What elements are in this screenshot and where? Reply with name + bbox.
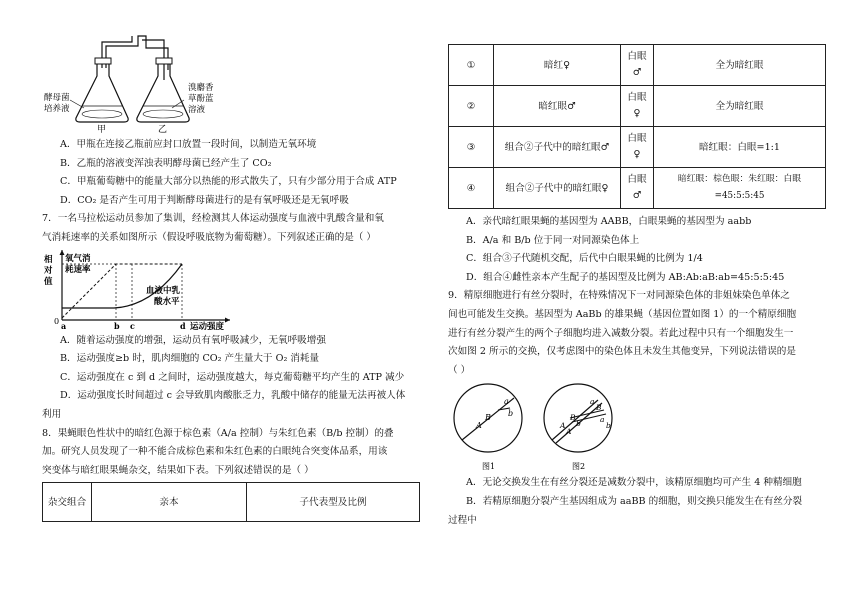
chromosome-diagram [448, 380, 648, 472]
btb-label-3: 溶液 [188, 105, 206, 115]
q9-stem-line-2: 间也可能发生交换。基因型为 AaBb 的雄果蝇（基因位置如图 1）的一个精原细胞 [448, 308, 797, 320]
q9-stem-line-3: 进行有丝分裂产生的两个子细胞均进入减数分裂。若此过程中只有一个细胞发生一 [448, 327, 794, 339]
row-parent-2: 白眼♂ [621, 168, 654, 209]
q7-stem-line-1: 7．一名马拉松运动员参加了集训，经检测其人体运动强度与血液中乳酸含量和氧 [42, 213, 384, 225]
q8-stem-line-3: 突变体与暗红眼果蝇杂交，结果如下表。下列叙述错误的是（ ） [42, 464, 314, 476]
q7-options [42, 332, 422, 425]
row-id: ④ [449, 168, 494, 209]
btb-label-1: 溴麝香 [188, 83, 214, 93]
row-id: ① [449, 45, 494, 86]
fig1-gene-A: A [476, 421, 482, 431]
row-result: 暗红眼：白眼=1:1 [654, 127, 826, 168]
y-label-3: 值 [44, 276, 53, 287]
q9-stem-line-4: 次如图 2 所示的交换，仅考虑图中的染色体且未发生其他变异，下列说法错误的是 [448, 346, 796, 358]
row-parent-2: 白眼♀ [621, 127, 654, 168]
q7-graph [42, 248, 422, 330]
yeast-culture-label-1: 酵母菌 [44, 93, 70, 103]
left-column [42, 30, 422, 522]
q8-stem-line-1: 8．果蝇眼色性状中的暗红色源于棕色素（A/a 控制）与朱红色素（B/b 控制）的叠 [42, 427, 394, 439]
q9-option-b-cont: 过程中 [448, 514, 477, 526]
row-id: ③ [449, 127, 494, 168]
x-axis-label: 运动强度 [190, 321, 225, 330]
header-parents: 亲本 [92, 483, 247, 522]
q7-option-a: A．随着运动强度的增强，运动员有氧呼吸减少，无氧呼吸增强 [60, 334, 326, 346]
y-label-2: 对 [44, 265, 53, 276]
y-label-1: 相 [44, 254, 53, 265]
row-id: ② [449, 86, 494, 127]
q6-option-b: B．乙瓶的溶液变浑浊表明酵母菌已经产生了 CO₂ [60, 157, 272, 169]
q9-option-a: A．无论交换发生在有丝分裂还是减数分裂中，该精原细胞均可产生 4 种精细胞 [466, 477, 802, 489]
fig1-gene-b: b [508, 409, 514, 419]
fig1-caption: 图1 [482, 462, 496, 472]
row-parent-1: 暗红♀ [494, 45, 621, 86]
q9-option-b: B．若精原细胞分裂产生基因组成为 aaBB 的细胞，则交换只能发生在有丝分裂 [466, 495, 803, 507]
q8-options [448, 213, 828, 287]
fig2-gene-B2: B [596, 403, 602, 413]
q8-option-b: B．A/a 和 B/b 位于同一对同源染色体上 [466, 234, 640, 246]
q6-option-c: C．甲瓶葡萄糖中的能量大部分以热能的形式散失了，只有少部分用于合成 ATP [60, 176, 397, 188]
q9-stem-line-1: 9．精原细胞进行有丝分裂时，在特殊情况下一对同源染色体的非姐妹染色单体之 [448, 290, 790, 302]
lactate-series-label-1: 血液中乳 [146, 285, 181, 296]
row-parent-1: 组合②子代中的暗红眼♂ [494, 127, 621, 168]
lactate-series-label-2: 酸水平 [154, 296, 180, 307]
yeast-culture-label-2: 培养液 [44, 104, 70, 114]
table-row [449, 86, 826, 127]
table-row [449, 127, 826, 168]
q8-table-header [42, 482, 420, 522]
x-tick-c: c [130, 320, 135, 330]
q8-option-c: C．组合③子代随机交配，后代中白眼果蝇的比例为 1/4 [466, 253, 703, 265]
q8-option-d: D．组合④雌性亲本产生配子的基因型及比例为 AB:Ab:aB:ab=45:5:5:45 [466, 271, 785, 283]
fig1-gene-a: a [504, 397, 509, 407]
exercise-intensity-graph [42, 248, 242, 330]
origin-label: 0 [54, 316, 60, 326]
row-parent-1: 暗红眼♂ [494, 86, 621, 127]
q6-flask-figure [42, 30, 422, 133]
q8-option-a: A．亲代暗红眼果蝇的基因型为 AABB，白眼果蝇的基因型为 aabb [466, 216, 752, 227]
q6-option-a: A．甲瓶在连接乙瓶前应封口放置一段时间，以制造无氧环境 [60, 139, 317, 150]
x-tick-b: b [114, 320, 120, 330]
fig2-gene-A2: A [566, 427, 572, 437]
q9-figure [448, 380, 828, 472]
row-result: 全为暗红眼 [654, 45, 826, 86]
fig2-gene-A1: A [560, 421, 566, 431]
q7-option-c: C．运动强度在 c 到 d 之间时，运动强度越大，每克葡萄糖平均产生的 ATP 减少 [60, 371, 405, 383]
fig2-gene-b1: b [576, 419, 581, 429]
table-header-row [43, 483, 420, 522]
q9-options [448, 474, 828, 530]
q7-option-d: D．运动强度长时间超过 c 会导致肌肉酸胀乏力，乳酸中储存的能量无法再被人体 [60, 390, 406, 402]
q8-table-body [448, 44, 826, 209]
row-result: 全为暗红眼 [654, 86, 826, 127]
btb-label-2: 草酚蓝 [188, 94, 214, 104]
q9-stem-line-5: （ ） [448, 364, 471, 376]
header-offspring: 子代表型及比例 [247, 483, 420, 522]
x-tick-d: d [180, 320, 186, 330]
right-column [448, 44, 828, 530]
fig1-gene-B: B [485, 413, 491, 423]
q7-stem-line-2: 气消耗速率的关系如图所示（假设呼吸底物为葡萄糖）。下列叙述正确的是（ ） [42, 231, 377, 243]
flask-jia-label: 甲 [97, 125, 107, 133]
fig2-caption: 图2 [572, 462, 586, 472]
header-cross-combo: 杂交组合 [43, 483, 92, 522]
q7-option-b: B．运动强度≥b 时，肌肉细胞的 CO₂ 产生量大于 O₂ 消耗量 [60, 353, 320, 365]
row-parent-1: 组合②子代中的暗红眼♀ [494, 168, 621, 209]
table-row [449, 45, 826, 86]
q8-stem-line-2: 加。研究人员发现了一种不能合成棕色素和朱红色素的白眼纯合突变体品系，用该 [42, 446, 388, 458]
fig2-gene-a1: a [590, 397, 595, 407]
flask-yi-label: 乙 [158, 125, 168, 133]
x-tick-a: a [61, 320, 67, 330]
fig2-gene-B1: B [570, 413, 576, 423]
q6-options [42, 136, 422, 210]
q6-option-d: D．CO₂ 是否产生可用于判断酵母菌进行的是有氧呼吸还是无氧呼吸 [60, 194, 349, 206]
row-parent-2: 白眼♀ [621, 86, 654, 127]
row-parent-2: 白眼♂ [621, 45, 654, 86]
fig2-gene-a2: a [600, 415, 605, 425]
fig2-gene-b2: b [606, 421, 611, 431]
row-result: 暗红眼：棕色眼：朱红眼：白眼=45:5:5:45 [654, 168, 826, 209]
o2-series-label-2: 耗速率 [65, 264, 91, 275]
flask-apparatus-diagram [42, 30, 242, 133]
q7-option-d-cont: 利用 [42, 408, 62, 420]
o2-series-label-1: 氧气消 [65, 253, 91, 264]
table-row [449, 168, 826, 209]
